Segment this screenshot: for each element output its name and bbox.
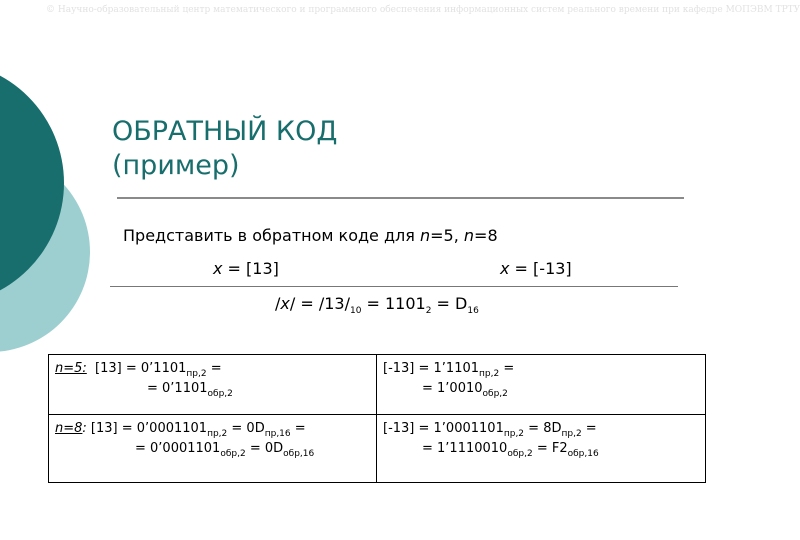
task-text: Представить в обратном коде для xyxy=(123,226,420,245)
base-16-subscript: 16 xyxy=(467,306,479,316)
cell-subscript: обр,2 xyxy=(220,449,246,459)
cell-text: = 0D xyxy=(245,441,284,456)
positive-x-variable: x xyxy=(213,259,223,278)
cell-line xyxy=(55,419,370,439)
cell-text: [-13] = 1’0001101 xyxy=(383,421,504,436)
modulus-open: / xyxy=(275,294,281,313)
modulus-variable: x xyxy=(280,294,290,313)
cell-text: = 1’1110010 xyxy=(422,441,508,456)
cell-text: = xyxy=(581,421,597,436)
cell-line xyxy=(383,419,699,439)
modulus-binary: = 1101 xyxy=(361,294,426,313)
cell-subscript: пр,2 xyxy=(186,369,207,379)
cell-text: = xyxy=(206,361,222,376)
table-row-n8 xyxy=(49,415,706,483)
modulus-equation xyxy=(275,294,479,316)
copyright-notice: © Научно-образовательный центр математического и программного обеспечения информационных систем реального времени при кафедре МОПЭВМ ТРТУ xyxy=(46,5,800,15)
base-2-subscript: 2 xyxy=(425,306,432,316)
cell-subscript: обр,16 xyxy=(283,449,315,459)
task-n-variable-2: n xyxy=(463,226,475,245)
cell-text: = xyxy=(290,421,306,436)
cell-n5-positive xyxy=(49,355,377,415)
cell-text: [-13] = 1’1101 xyxy=(383,361,480,376)
cell-subscript: пр,2 xyxy=(479,369,500,379)
cell-line xyxy=(383,439,699,459)
title-divider xyxy=(117,197,684,199)
cell-text: [13] = 0’1101 xyxy=(86,361,187,376)
ones-complement-table xyxy=(48,354,706,483)
negative-x-value: = [-13] xyxy=(509,259,572,278)
cell-subscript: обр,2 xyxy=(507,449,533,459)
cell-text: = xyxy=(499,361,515,376)
table-row-n5 xyxy=(49,355,706,415)
positive-value xyxy=(213,259,279,278)
cell-subscript: обр,2 xyxy=(482,389,508,399)
row-label-colon: : xyxy=(82,421,87,436)
title-subtitle: (пример) xyxy=(112,150,240,181)
cell-n8-negative xyxy=(377,415,706,483)
cell-text: = 0’0001101 xyxy=(135,441,221,456)
title-main: ОБРАТНЫЙ КОД xyxy=(112,116,338,147)
modulus-decimal: / = /13/ xyxy=(289,294,350,313)
task-n-variable: n xyxy=(419,226,431,245)
task-n-value-2: =8 xyxy=(474,226,498,245)
cell-text: = F2 xyxy=(532,441,568,456)
task-n-value: =5, xyxy=(430,226,464,245)
cell-subscript: обр,16 xyxy=(567,449,599,459)
row-label-n8: n=8 xyxy=(55,421,83,436)
cell-subscript: обр,2 xyxy=(207,389,233,399)
modulus-hex: = D xyxy=(431,294,468,313)
row-label-n5: n=5: xyxy=(55,361,87,376)
cell-text: = 8D xyxy=(524,421,562,436)
cell-n5-negative xyxy=(377,355,706,415)
cell-line xyxy=(55,359,370,379)
cell-subscript: пр,2 xyxy=(561,429,582,439)
slide-title xyxy=(112,115,337,183)
cell-subscript: пр,2 xyxy=(207,429,228,439)
cell-line xyxy=(55,379,370,399)
cell-line xyxy=(55,439,370,459)
cell-n8-positive xyxy=(49,415,377,483)
cell-line xyxy=(383,359,699,379)
base-10-subscript: 10 xyxy=(349,306,362,316)
cell-text: = 0D xyxy=(227,421,265,436)
section-divider xyxy=(110,286,678,287)
cell-line xyxy=(383,379,699,399)
positive-x-value: = [13] xyxy=(222,259,279,278)
cell-text: [13] = 0’0001101 xyxy=(86,421,208,436)
task-statement xyxy=(123,226,498,245)
negative-value xyxy=(500,259,572,278)
cell-subscript: пр,16 xyxy=(264,429,291,439)
cell-text: = 0’1101 xyxy=(147,381,208,396)
cell-text: = 1’0010 xyxy=(422,381,483,396)
cell-subscript: пр,2 xyxy=(503,429,525,439)
negative-x-variable: x xyxy=(500,259,510,278)
